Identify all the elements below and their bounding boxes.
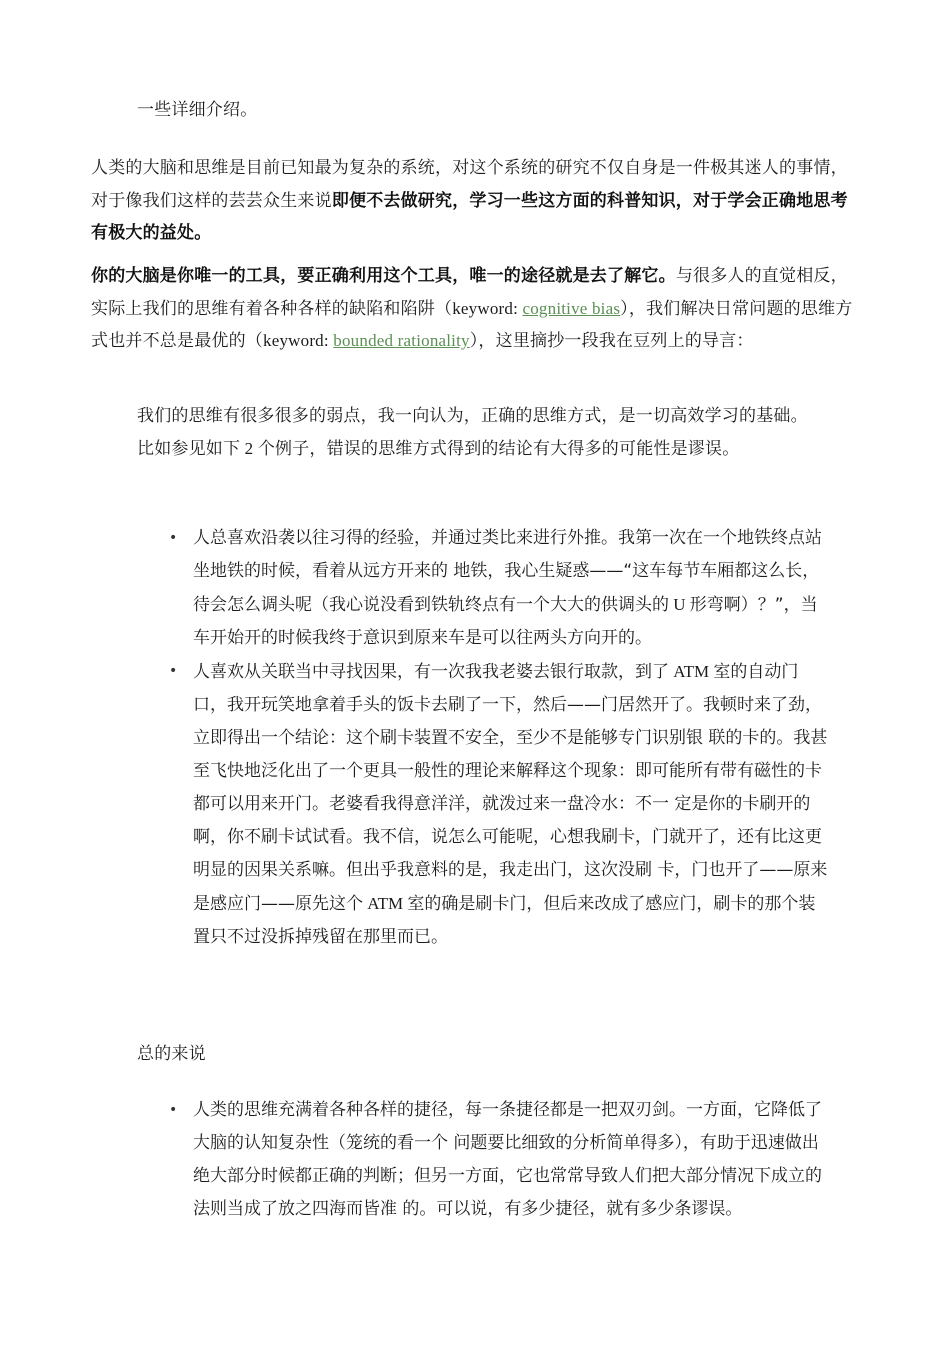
paragraph-brain-complexity [91, 152, 861, 250]
list-item-example-subway: • 人总喜欢沿袭以往习得的经验，并通过类比来进行外推。我第一次在一个地铁终点站坐地铁的时候，看着从远方开来的 地铁，我心生疑惑——“这车每节车厢都这么长，待会怎么调头呢（我心说没看到铁轨终点有一个大大的供调头的 U 形弯啊）？”，当车开始开的时候我终于意识到原来车是可以往两头方向开的。 [193, 522, 828, 655]
paragraph-brain-tool [91, 260, 861, 358]
list-item-example-atm: • 人喜欢从关联当中寻找因果，有一次我我老婆去银行取款，到了 ATM 室的自动门口，我开玩笑地拿着手头的饭卡去刷了一下，然后——门居然开了。我顿时来了劲，立即得出一个结论：这个刷卡装置不安全，至少不是能够专门识别银 联的卡的。我甚至飞快地泛化出了一个更具一般性的理论来解释这个现象：即可能所有带有磁性的卡都可以用来开门。老婆看我得意洋洋，就泼过来一盘冷水：不一 定是你的卡刷开的啊，你不刷卡试试看。我不信，说怎么可能呢，心想我刷卡，门就开了，还有比这更明显的因果关系嘛。但出乎我意料的是，我走出门，这次没刷 卡，门也开了——原来是感应门——原先这个 ATM 室的确是刷卡门，但后来改成了感应门，刷卡的那个装置只不过没拆掉残留在那里而已。 [193, 655, 828, 954]
keyword-label: keyword: [452, 298, 523, 318]
link-bounded-rationality[interactable]: bounded rationality [333, 331, 470, 350]
bullet-icon: • [169, 663, 178, 679]
quote-text: 我们的思维有很多很多的弱点，我一向认为，正确的思维方式，是一切高效学习的基础。比如参见如下 [137, 406, 808, 459]
summary-list [169, 1094, 833, 1226]
examples-list [169, 522, 828, 954]
blockquote-intro [137, 400, 817, 465]
summary-heading: 总的来说 [137, 1044, 206, 1064]
bullet-icon: • [169, 530, 178, 546]
quote-text: 个例子，错误的思维方式得到的结论有大得多的可能性是谬误。 [257, 438, 740, 459]
paragraph-text: 人类的大脑和思维是目前已知最为复杂的系统，对这个系统的研究不仅自身是一件极其迷人的事情，对于像我们这样的芸芸众生来说 [91, 158, 848, 211]
bold-emphasis: 即便不去做研究，学习一些这方面的科普知识，对于学会正确地思考有极大的益处。 [91, 190, 848, 243]
intro-line: 一些详细介绍。 [137, 100, 258, 120]
link-cognitive-bias[interactable]: cognitive bias [522, 298, 621, 318]
paragraph-text: 与很多人的直觉相反，实际上我们的思维有着各种各样的缺陷和陷阱（ [91, 266, 848, 319]
paragraph-text: ），我们解决日常问题的思维方式也并不总是最优的（ [91, 298, 853, 351]
keyword-label: keyword: [263, 331, 334, 350]
quote-number: 2 [240, 438, 258, 458]
paragraph-text: ），这里摘抄一段我在豆列上的导言： [469, 331, 754, 351]
list-item-summary: • 人类的思维充满着各种各样的捷径，每一条捷径都是一把双刃剑。一方面，它降低了大脑的认知复杂性（笼统的看一个 问题要比细致的分析简单得多），有助于迅速做出绝大部分时候都正确的判断；但另一方面，它也常常导致人们把大部分情况下成立的法则当成了放之四海而皆准 的。可以说，有多少捷径，就有多少条谬误。 [193, 1094, 833, 1226]
bullet-icon: • [169, 1102, 178, 1118]
bold-emphasis: 你的大脑是你唯一的工具，要正确利用这个工具，唯一的途径就是去了解它。 [91, 266, 676, 286]
